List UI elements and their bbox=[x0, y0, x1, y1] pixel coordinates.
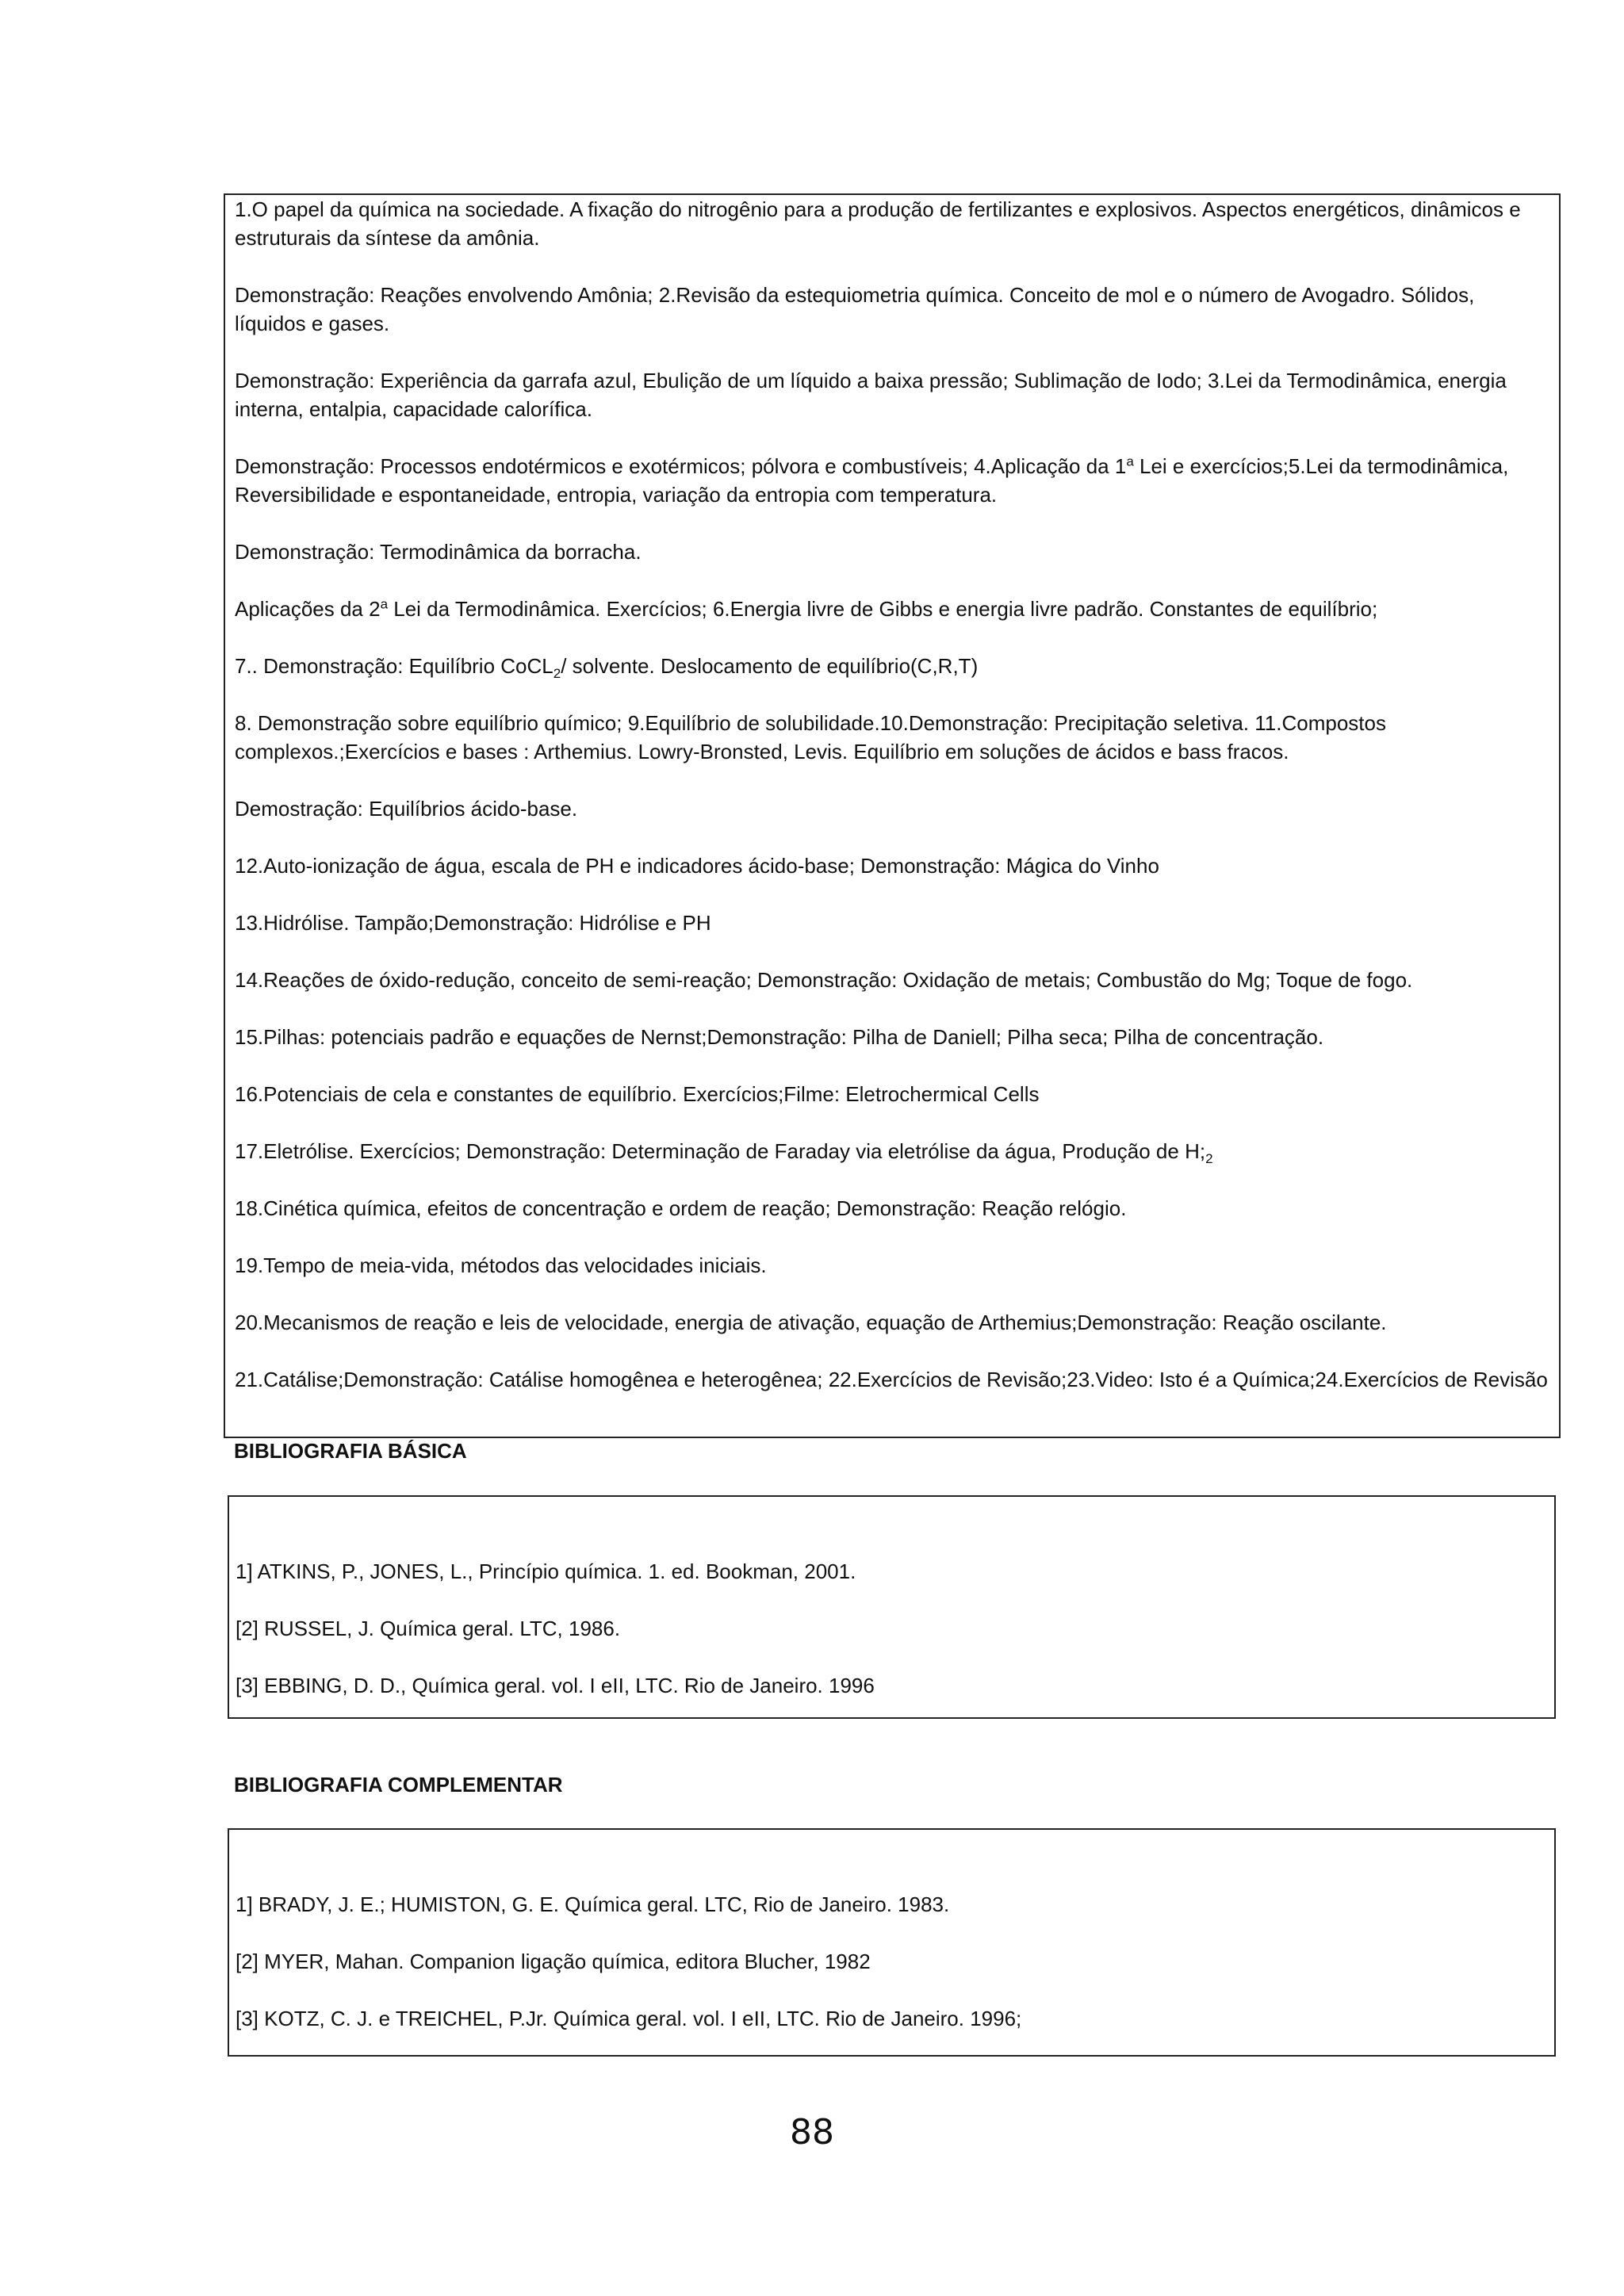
reference-item: 1] BRADY, J. E.; HUMISTON, G. E. Química geral. LTC, Rio de Janeiro. 1983. bbox=[236, 1892, 950, 1916]
program-paragraph: 8. Demonstração sobre equilíbrio químico; 9.Equilíbrio de solubilidade.10.Demonstração: Precipitação seletiva. 11.Compostos complexos.;Exercícios e bases : Arthemius. Lowry-Bronsted, Levis. Equilíbrio em soluções de ácidos e bass fracos. bbox=[235, 711, 1386, 763]
reference-item: [3] EBBING, D. D., Química geral. vol. I eII, LTC. Rio de Janeiro. 1996 bbox=[236, 1674, 875, 1697]
program-paragraph: 14.Reações de óxido-redução, conceito de semi-reação; Demonstração: Oxidação de metais; Combustão do Mg; Toque de fogo. bbox=[235, 968, 1413, 992]
page-number: 88 bbox=[790, 2112, 834, 2152]
program-paragraph: 16.Potenciais de cela e constantes de equilíbrio. Exercícios;Filme: Eletrochermical Cells bbox=[235, 1082, 1040, 1106]
program-paragraph: 21.Catálise;Demonstração: Catálise homogênea e heterogênea; 22.Exercícios de Revisão;23.Video: Isto é a Química;24.Exercícios de Revisão bbox=[235, 1368, 1548, 1391]
program-paragraph: 15.Pilhas: potenciais padrão e equações de Nernst;Demonstração: Pilha de Daniell; Pilha seca; Pilha de concentração. bbox=[235, 1025, 1324, 1049]
biblio-basic-box bbox=[228, 1495, 1556, 1719]
program-paragraph: Demonstração: Termodinâmica da borracha. bbox=[235, 540, 642, 564]
reference-item: 1] ATKINS, P., JONES, L., Princípio química. 1. ed. Bookman, 2001. bbox=[236, 1559, 856, 1583]
program-paragraph: 1.O papel da química na sociedade. A fixação do nitrogênio para a produção de fertilizantes e explosivos. Aspectos energéticos, dinâmicos e estruturais da síntese da amônia. bbox=[235, 197, 1521, 250]
biblio-complementary-heading: BIBLIOGRAFIA COMPLEMENTAR bbox=[234, 1773, 563, 1797]
program-paragraph: 12.Auto-ionização de água, escala de PH e indicadores ácido-base; Demonstração: Mágica do Vinho bbox=[235, 854, 1159, 878]
program-paragraph: Demostração: Equilíbrios ácido-base. bbox=[235, 797, 578, 821]
course-program-box bbox=[224, 193, 1561, 1438]
program-paragraph: Demonstração: Processos endotérmicos e exotérmicos; pólvora e combustíveis; 4.Aplicação da 1$^a$ Lei e exercícios;5.Lei da termodinâmica, Reversibilidade e espontaneidade, entropia, variação da entropia com temperatura. bbox=[235, 453, 1509, 507]
biblio-basic-heading: BIBLIOGRAFIA BÁSICA bbox=[234, 1439, 467, 1463]
program-paragraph: 20.Mecanismos de reação e leis de velocidade, energia de ativação, equação de Arthemius;Demonstração: Reação oscilante. bbox=[235, 1311, 1387, 1334]
program-paragraph: 7.. Demonstração: Equilíbrio CoCL$_2$/ solvente. Deslocamento de equilíbrio(C,R,T) bbox=[235, 654, 979, 682]
program-paragraph: Aplicações da 2$^a$ Lei da Termodinâmica. Exercícios; 6.Energia livre de Gibbs e energia livre padrão. Constantes de equilíbrio; bbox=[235, 596, 1378, 621]
program-paragraph: Demonstração: Reações envolvendo Amônia; 2.Revisão da estequiometria química. Conceito de mol e o número de Avogadro. Sólidos, líquidos e gases. bbox=[235, 283, 1475, 335]
reference-item: [2] MYER, Mahan. Companion ligação química, editora Blucher, 1982 bbox=[236, 1950, 871, 1973]
reference-item: [3] KOTZ, C. J. e TREICHEL, P.Jr. Química geral. vol. I eII, LTC. Rio de Janeiro. 1996; bbox=[236, 2007, 1022, 2030]
program-paragraph: 13.Hidrólise. Tampão;Demonstração: Hidrólise e PH bbox=[235, 911, 711, 935]
reference-item: [2] RUSSEL, J. Química geral. LTC, 1986. bbox=[236, 1617, 621, 1640]
program-paragraph: 18.Cinética química, efeitos de concentração e ordem de reação; Demonstração: Reação relógio. bbox=[235, 1196, 1127, 1220]
program-paragraph: Demonstração: Experiência da garrafa azul, Ebulição de um líquido a baixa pressão; Sublimação de Iodo; 3.Lei da Termodinâmica, energia interna, entalpia, capacidade calorífica. bbox=[235, 369, 1507, 421]
program-paragraph: 19.Tempo de meia-vida, métodos das velocidades iniciais. bbox=[235, 1253, 767, 1277]
program-paragraph: 17.Eletrólise. Exercícios; Demonstração: Determinação de Faraday via eletrólise da água, Produção de $H;_2$ bbox=[235, 1139, 1213, 1167]
biblio-complementary-box bbox=[228, 1828, 1556, 2057]
